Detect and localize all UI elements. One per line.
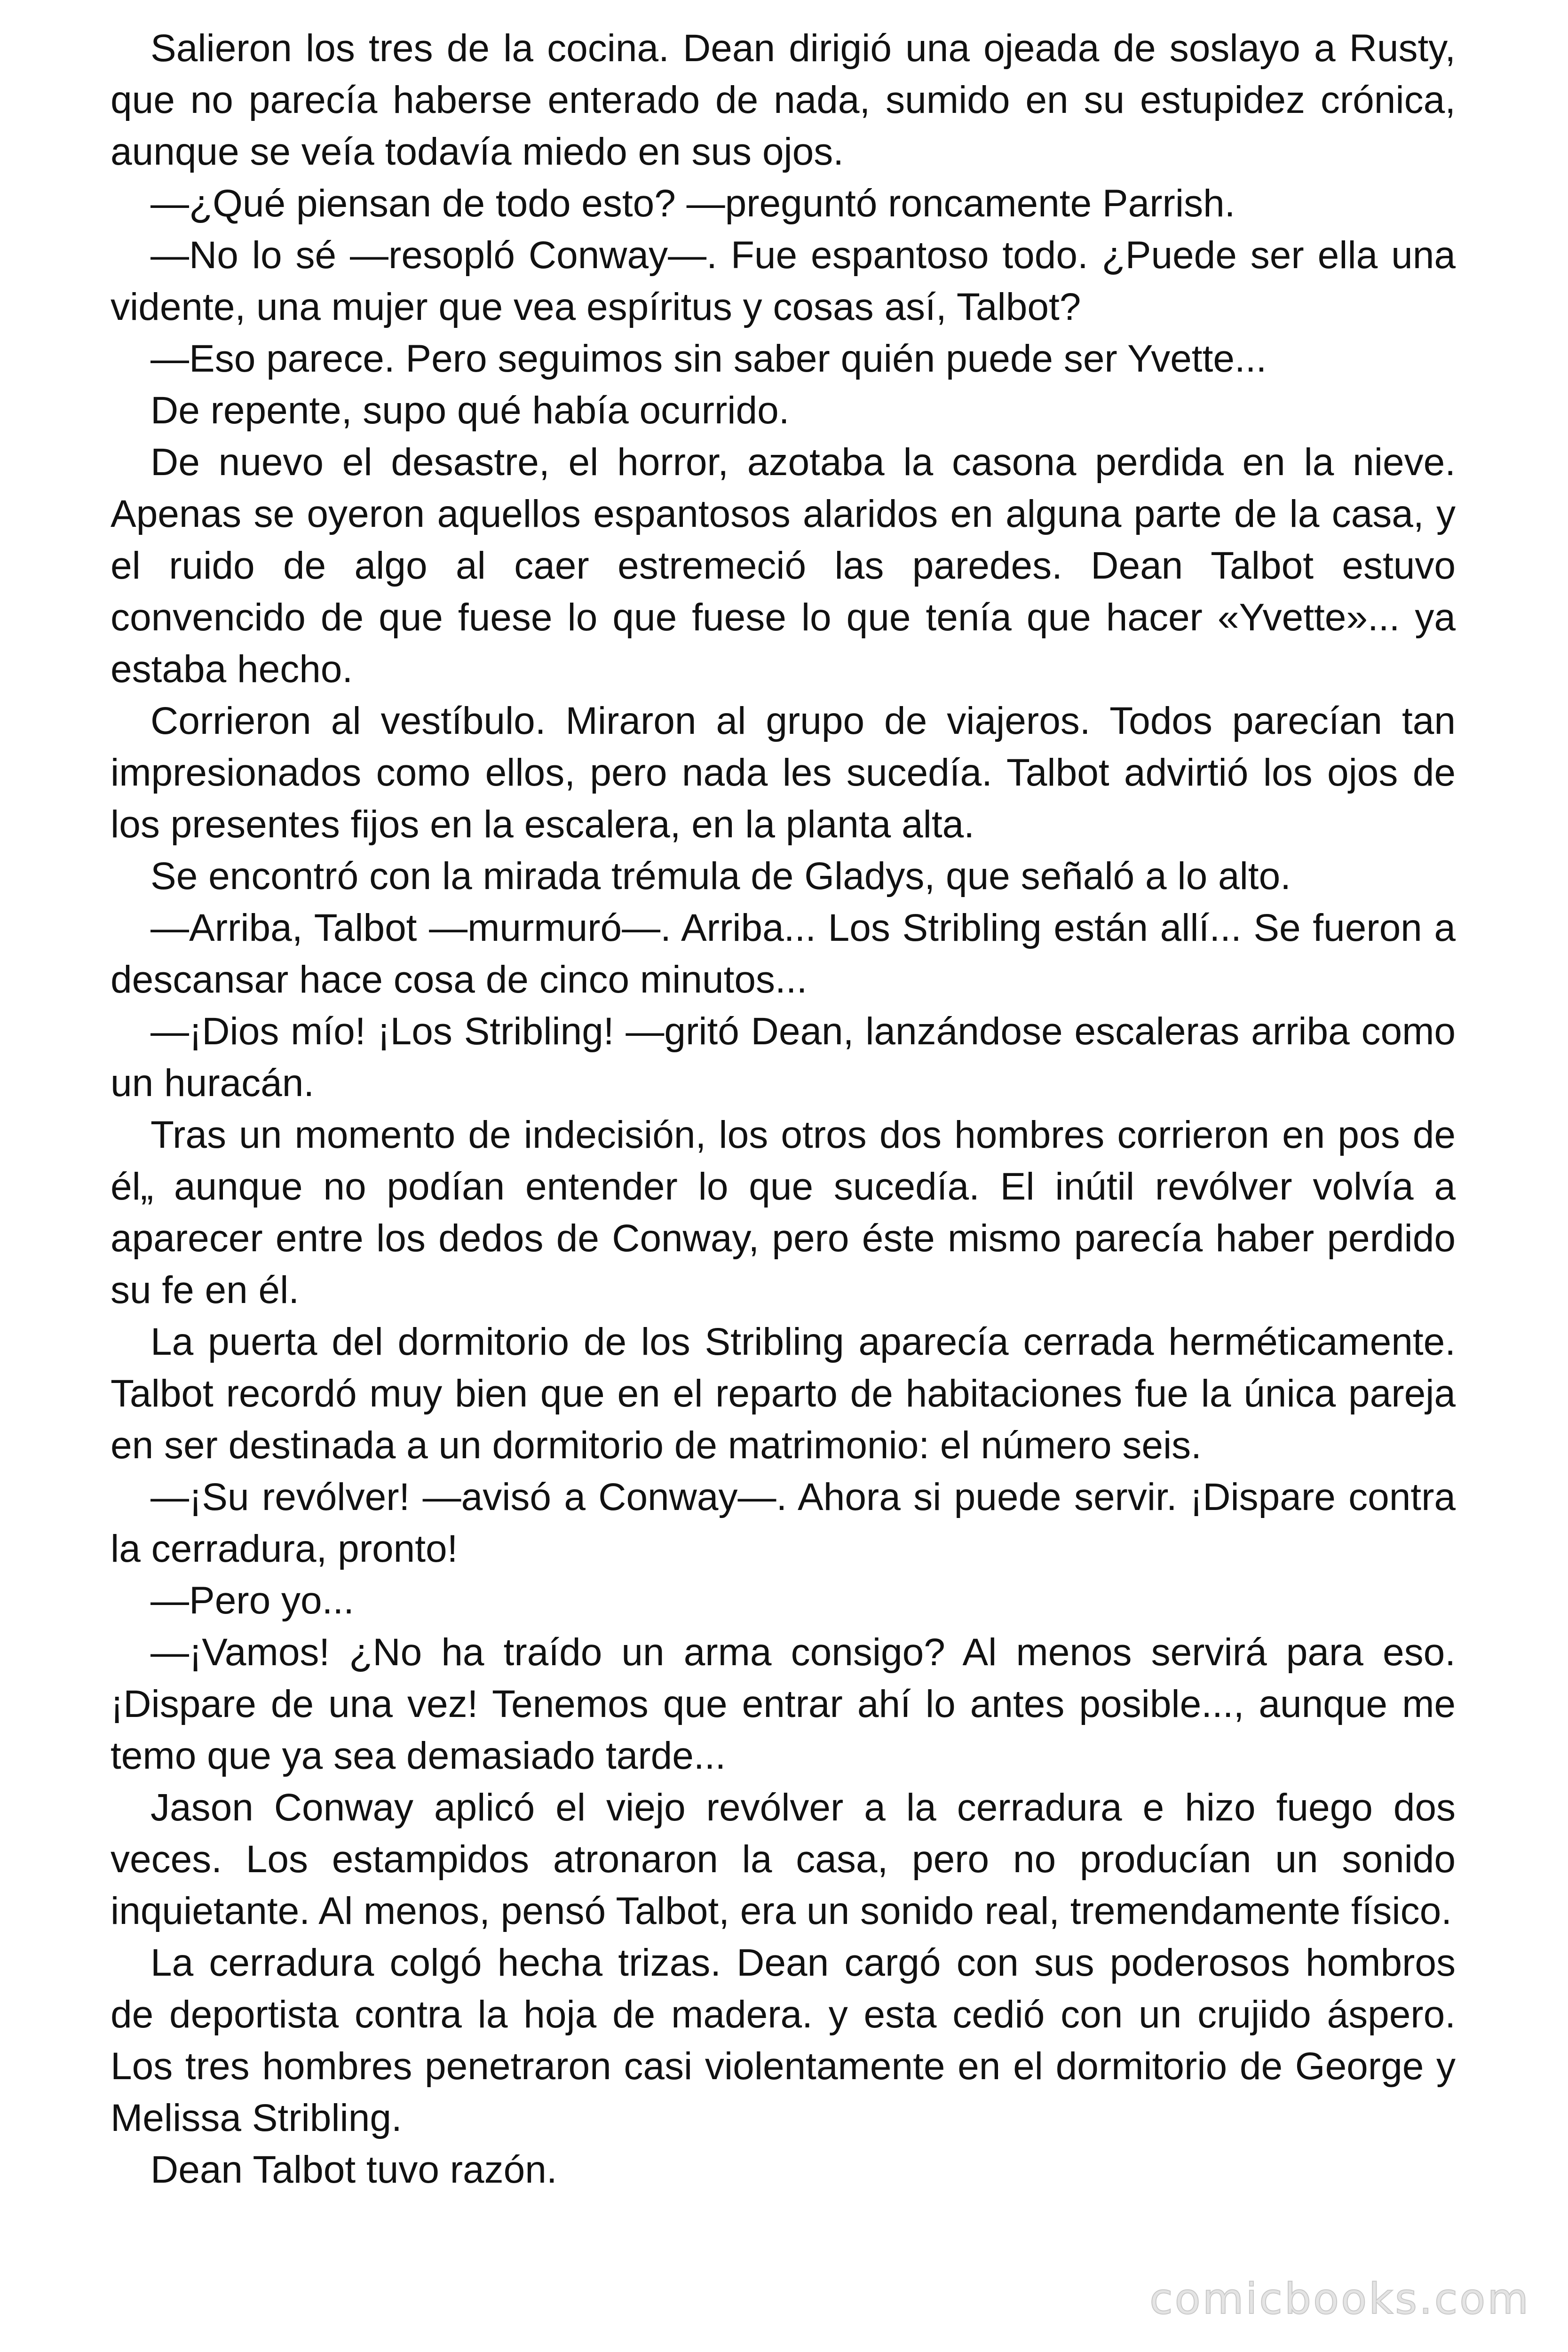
paragraph: Salieron los tres de la cocina. Dean dirigió una ojeada de soslayo a Rusty, que no parecía haberse enterado de nada, sumido en su estupidez crónica, aunque se veía todavía miedo en sus ojos.	[111, 27, 1456, 173]
paragraph: —Eso parece. Pero seguimos sin saber quién puede ser Yvette...	[150, 337, 1267, 380]
paragraph: La puerta del dormitorio de los Stribling aparecía cerrada herméticamente. Talbot recordó muy bien que en el reparto de habitaciones fue la única pareja en ser destinada a un dormitorio de matrimonio: el número seis.	[111, 1320, 1456, 1467]
paragraph: La cerradura colgó hecha trizas. Dean cargó con sus poderosos hombros de deportista contra la hoja de madera. y esta cedió con un crujido áspero. Los tres hombres penetraron casi violentamente en el dormitorio de George y Melissa Stribling.	[111, 1941, 1456, 2139]
body-text	[111, 23, 1456, 2196]
paragraph: —Arriba, Talbot —murmuró—. Arriba... Los Stribling están allí... Se fueron a descansar hace cosa de cinco minutos...	[111, 906, 1456, 1001]
paragraph: —¿Qué piensan de todo esto? —preguntó roncamente Parrish.	[150, 182, 1235, 225]
paragraph: —¡Vamos! ¿No ha traído un arma consigo? Al menos servirá para eso. ¡Dispare de una vez! Tenemos que entrar ahí lo antes posible..., aunque me temo que ya sea demasiado tarde...	[111, 1631, 1456, 1777]
paragraph: De repente, supo qué había ocurrido.	[150, 389, 790, 432]
paragraph: Corrieron al vestíbulo. Miraron al grupo de viajeros. Todos parecían tan impresionados como ellos, pero nada les sucedía. Talbot advirtió los ojos de los presentes fijos en la escalera, en la planta alta.	[111, 699, 1456, 846]
watermark: comicbooks.com	[1149, 2274, 1530, 2324]
paragraph: Jason Conway aplicó el viejo revólver a la cerradura e hizo fuego dos veces. Los estampidos atronaron la casa, pero no producían un sonido inquietante. Al menos, pensó Talbot, era un sonido real, tremendamente físico.	[111, 1786, 1456, 1932]
paragraph: Tras un momento de indecisión, los otros dos hombres corrieron en pos de él„ aunque no podían entender lo que sucedía. El inútil revólver volvía a aparecer entre los dedos de Conway, pero éste mismo parecía haber perdido su fe en él.	[111, 1113, 1456, 1311]
paragraph: —¡Dios mío! ¡Los Stribling! —gritó Dean, lanzándose escaleras arriba como un huracán.	[111, 1010, 1456, 1104]
paragraph: De nuevo el desastre, el horror, azotaba la casona perdida en la nieve. Apenas se oyeron aquellos espantosos alaridos en alguna parte de la casa, y el ruido de algo al caer estremeció las paredes. Dean Talbot estuvo convencido de que fuese lo que fuese lo que tenía que hacer «Yvette»... ya estaba hecho.	[111, 441, 1456, 691]
paragraph: —Pero yo...	[150, 1579, 354, 1622]
paragraph: —¡Su revólver! —avisó a Conway—. Ahora si puede servir. ¡Dispare contra la cerradura, pronto!	[111, 1476, 1456, 1570]
paragraph: Dean Talbot tuvo razón.	[150, 2148, 557, 2191]
paragraph: Se encontró con la mirada trémula de Gladys, que señaló a lo alto.	[150, 855, 1291, 898]
paragraph: —No lo sé —resopló Conway—. Fue espantoso todo. ¿Puede ser ella una vidente, una mujer que vea espíritus y cosas así, Talbot?	[111, 234, 1456, 328]
